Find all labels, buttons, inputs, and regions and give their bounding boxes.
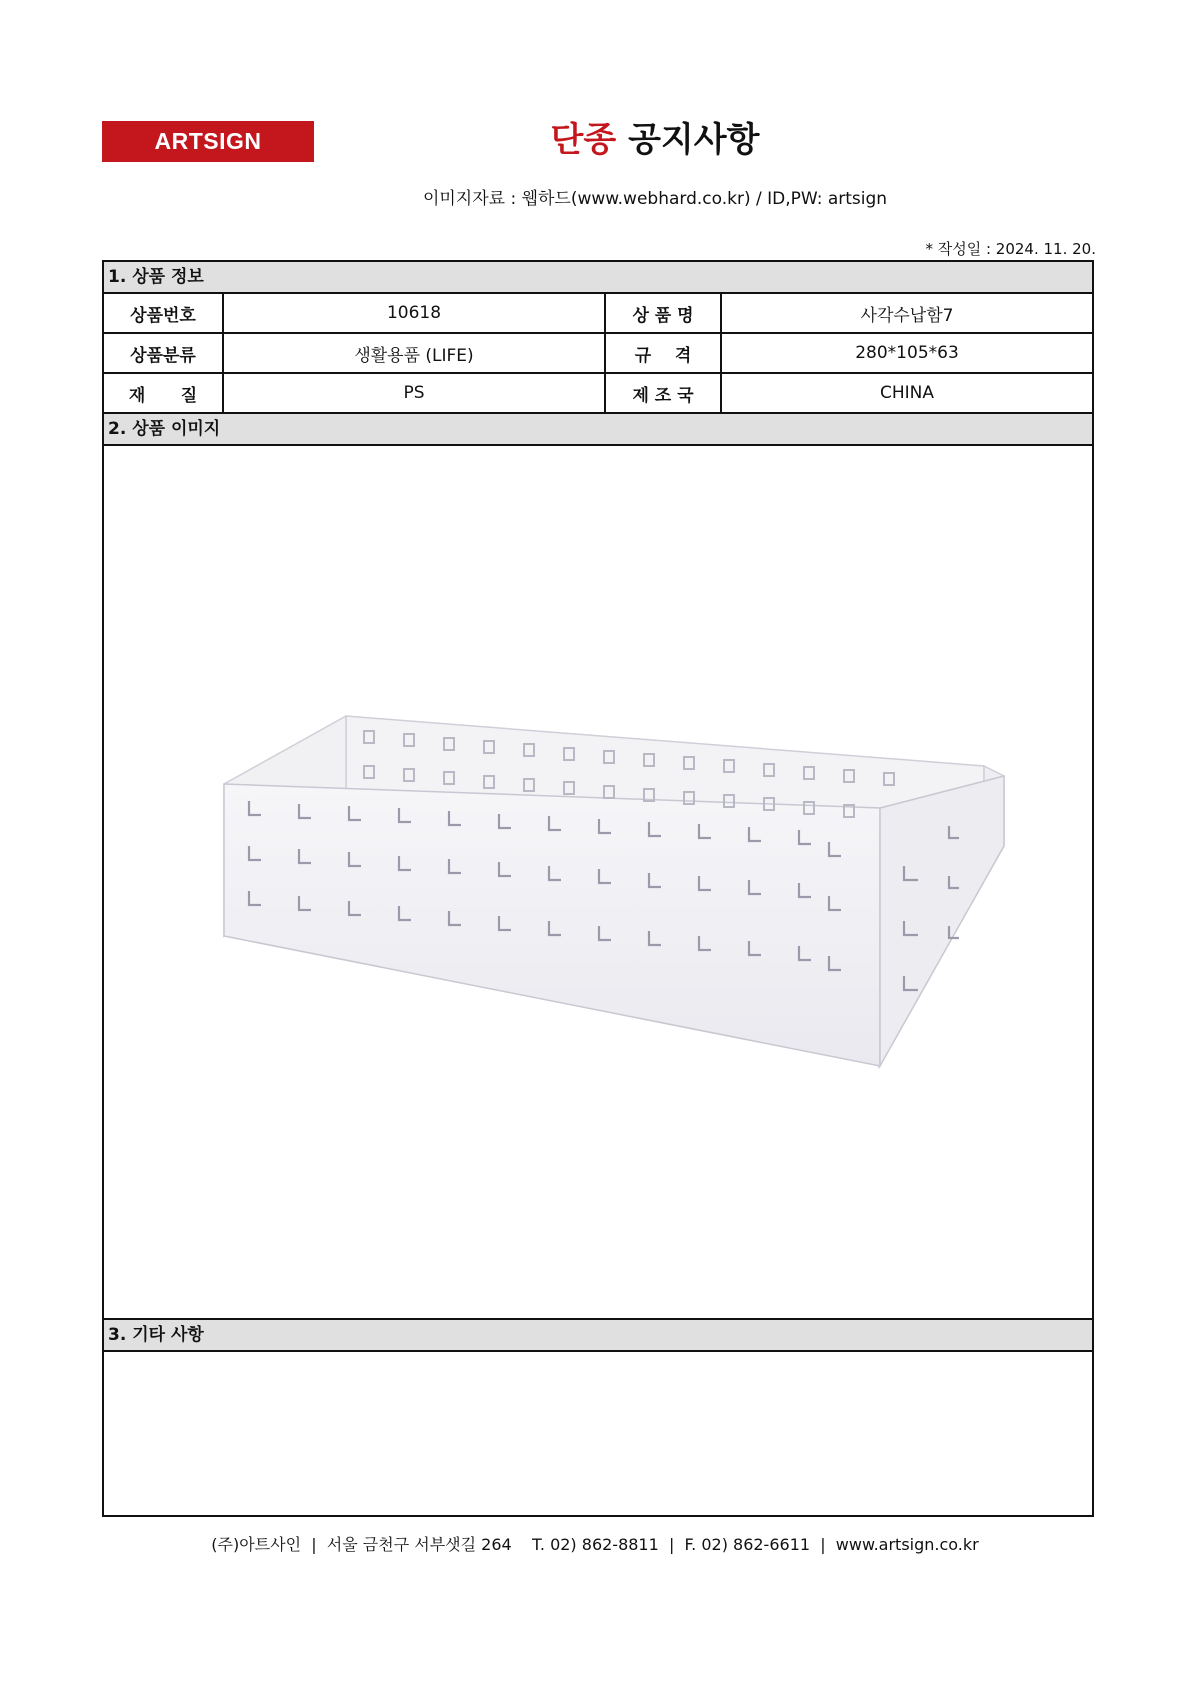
info-row <box>104 374 1092 414</box>
value-product-number: 10618 <box>222 294 604 332</box>
value-product-name: 사각수납함7 <box>720 294 1092 332</box>
section-product-image-title: 2. 상품 이미지 <box>104 414 1092 446</box>
title-notice: 공지사항 <box>628 120 760 160</box>
value-country: CHINA <box>720 374 1092 412</box>
value-category: 생활용품 (LIFE) <box>222 334 604 372</box>
image-source-note: 이미지자료 : 웹하드(www.webhard.co.kr) / ID,PW: artsign <box>422 189 888 209</box>
value-dimensions: 280*105*63 <box>720 334 1092 372</box>
artsign-logo: ARTSIGN <box>102 121 314 162</box>
section-other-title: 3. 기타 사항 <box>104 1318 1092 1352</box>
value-material: PS <box>222 374 604 412</box>
title-discontinued: 단종 <box>550 120 617 160</box>
label-category: 상품분류 <box>130 345 196 366</box>
label-dimensions: 규 격 <box>604 334 720 372</box>
footer-company-info: (주)아트사인 | 서울 금천구 서부샛길 264 T. 02) 862-8811 | F. 02) 862-6611 | www.artsign.co.kr <box>211 1535 979 1554</box>
section-product-info-title: 1. 상품 정보 <box>104 262 1092 294</box>
info-row <box>104 334 1092 374</box>
notice-form <box>102 260 1094 1517</box>
clear-storage-basket-image <box>104 446 1092 1318</box>
product-image-area <box>104 446 1092 1318</box>
other-notes-area <box>104 1352 1092 1515</box>
label-product-number: 상품번호 <box>130 305 196 326</box>
created-date: * 작성일 : 2024. 11. 20. <box>925 240 1096 258</box>
label-product-name: 상 품 명 <box>604 294 720 332</box>
label-material: 재 질 <box>128 385 198 406</box>
label-country: 제 조 국 <box>604 374 720 412</box>
page-title <box>60 112 1190 161</box>
info-row <box>104 294 1092 334</box>
